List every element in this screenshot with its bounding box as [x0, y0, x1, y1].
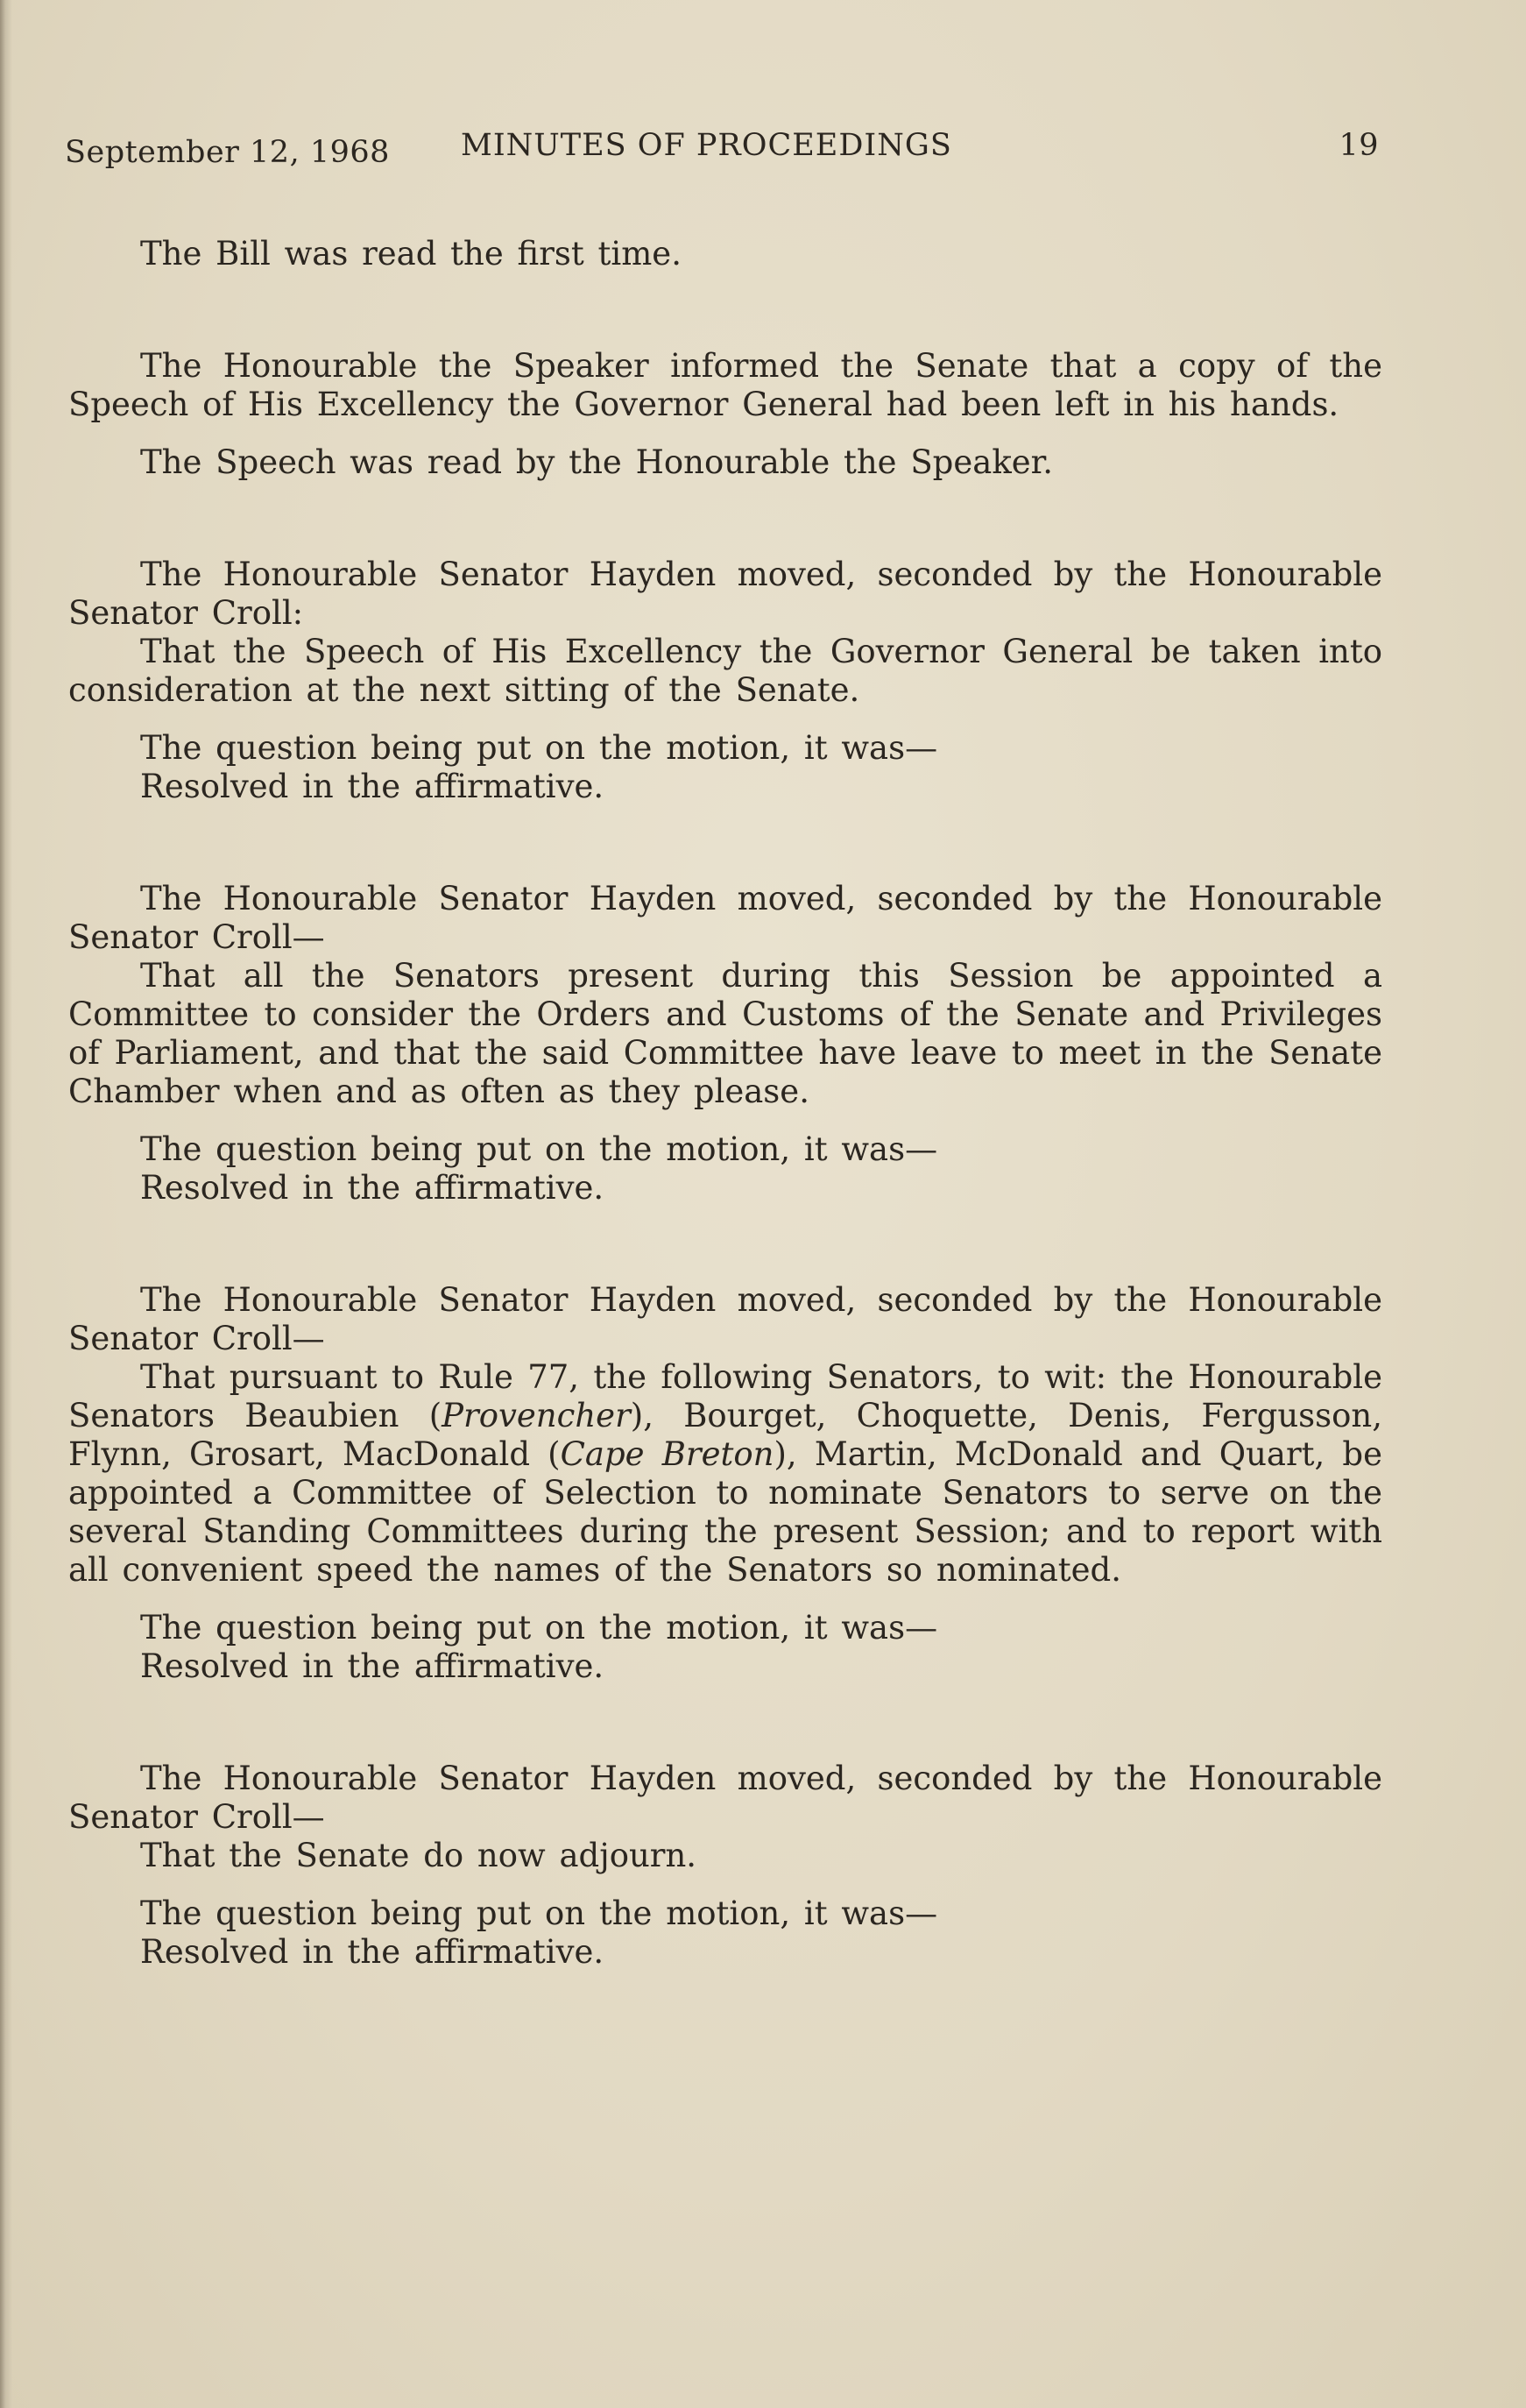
paragraph-bill-read: The Bill was read the first time.: [140, 235, 682, 273]
document-body: [68, 235, 1382, 1972]
motion-question: The question being put on the motion, it was—: [140, 1895, 938, 1932]
motion-text-italic: Provencher: [442, 1397, 631, 1434]
motion-block: [68, 556, 1382, 806]
motion-resolution: Resolved in the affirmative.: [140, 768, 604, 805]
page-number: 19: [1339, 128, 1379, 163]
motion-block: [68, 1281, 1382, 1686]
motion-intro: The Honourable Senator Hayden moved, seconded by the Honourable Senator Croll:: [68, 556, 1382, 632]
motion-text-part: ), Martin, McDonald and Quart, be appointed a Committee of Selection to nominate Senators to serve on the several Standing Committees during the present Session; and to report with all convenient speed the names of the Senators so nominated.: [68, 1435, 1383, 1589]
motion-text: [68, 1358, 1382, 1590]
header-title: MINUTES OF PROCEEDINGS: [461, 128, 952, 163]
motion-resolution: Resolved in the affirmative.: [140, 1169, 604, 1207]
motion-resolution: Resolved in the affirmative.: [140, 1647, 604, 1685]
paragraph-speech-read: The Speech was read by the Honourable the Speaker.: [140, 443, 1054, 481]
motion-text-part: That pursuant to Rule 77, the following Senators, to wit: the Honourable Senators Beaubien (: [68, 1358, 1382, 1434]
motion-block: [68, 880, 1382, 1208]
motion-intro: The Honourable Senator Hayden moved, seconded by the Honourable Senator Croll—: [68, 880, 1382, 956]
header-date: September 12, 1968: [65, 135, 390, 170]
motion-intro: The Honourable Senator Hayden moved, seconded by the Honourable Senator Croll—: [68, 1281, 1382, 1357]
motion-resolution: Resolved in the affirmative.: [140, 1933, 604, 1971]
motion-text: That all the Senators present during this Session be appointed a Committee to consider the Orders and Customs of the Senate and Privileges of Parliament, and that the said Committee have leave to meet in the Senate Chamber when and as often as they please.: [68, 957, 1382, 1110]
motion-intro: The Honourable Senator Hayden moved, seconded by the Honourable Senator Croll—: [68, 1760, 1382, 1836]
motion-question: The question being put on the motion, it was—: [140, 729, 938, 767]
motion-block: [68, 1760, 1382, 1972]
paragraph-speech-copy: The Honourable the Speaker informed the Senate that a copy of the Speech of His Excellency the Governor General had been left in his hands.: [68, 347, 1382, 423]
motion-text: That the Speech of His Excellency the Governor General be taken into consideration at the next sitting of the Senate.: [68, 633, 1382, 709]
motion-question: The question being put on the motion, it was—: [140, 1609, 938, 1647]
motion-text: That the Senate do now adjourn.: [140, 1837, 697, 1874]
motion-text-part: ), Bourget, Choquette, Denis, Fergusson, Flynn, Grosart, MacDonald (: [68, 1397, 1382, 1473]
motion-text-italic: Cape Breton: [560, 1435, 774, 1473]
motion-question: The question being put on the motion, it was—: [140, 1130, 938, 1168]
running-header: [65, 128, 1379, 172]
